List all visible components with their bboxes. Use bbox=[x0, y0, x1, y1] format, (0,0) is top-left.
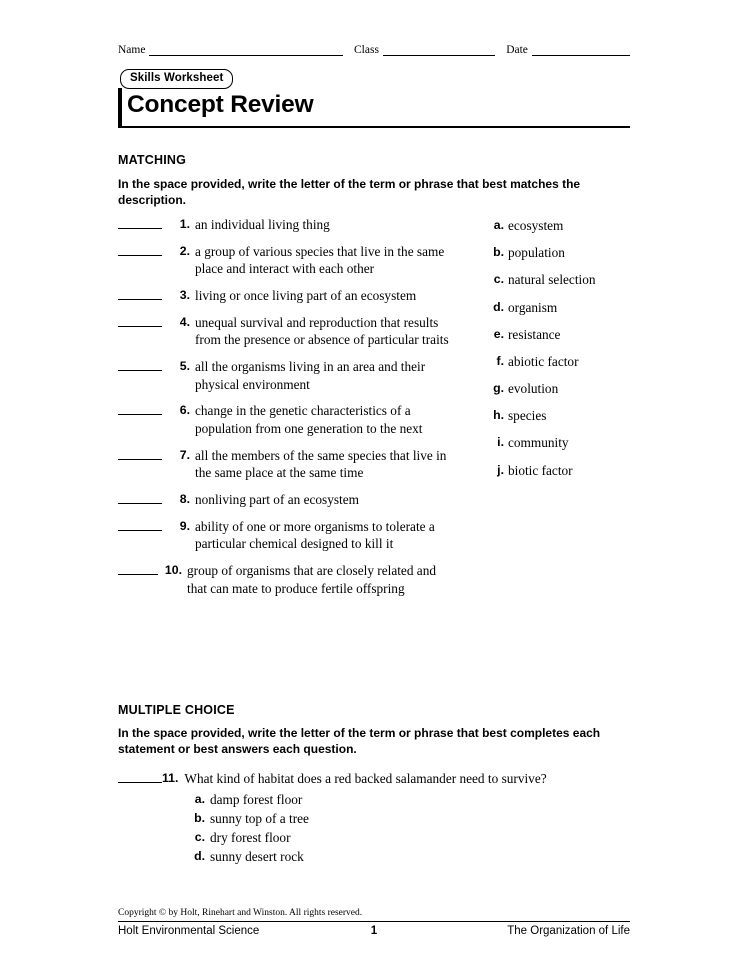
question-text: group of organisms that are closely related and that can mate to produce fertile offspring bbox=[187, 563, 436, 596]
question-number: 3. bbox=[179, 288, 190, 303]
footer-book-title: Holt Environmental Science bbox=[118, 925, 260, 937]
answer-blank[interactable] bbox=[118, 518, 162, 531]
question-text: living or once living part of an ecosystem bbox=[195, 288, 417, 304]
answer-text: abiotic factor bbox=[508, 353, 579, 369]
choice-item[interactable] bbox=[190, 791, 638, 809]
choice-letter: d. bbox=[194, 848, 205, 863]
answer-blank[interactable] bbox=[118, 770, 162, 783]
answer-text: organism bbox=[508, 299, 558, 315]
choice-text: sunny desert rock bbox=[210, 848, 304, 864]
question-number: 7. bbox=[179, 447, 190, 462]
answer-text: resistance bbox=[508, 326, 561, 342]
question-number: 11. bbox=[162, 771, 179, 785]
question-text: change in the genetic characteristics of a population from one generation to the next bbox=[195, 403, 423, 437]
answer-bank-item bbox=[487, 244, 667, 262]
question-text: a group of various species that live in the same place and interact with each other bbox=[195, 243, 445, 277]
matching-item bbox=[118, 447, 458, 482]
answer-bank-item bbox=[487, 434, 667, 452]
matching-item bbox=[118, 358, 458, 393]
question-number: 8. bbox=[179, 492, 190, 507]
choice-item[interactable] bbox=[190, 848, 638, 866]
answer-blank[interactable] bbox=[118, 287, 162, 300]
question-number: 1. bbox=[179, 217, 190, 231]
matching-item bbox=[118, 402, 458, 437]
answer-text: population bbox=[508, 245, 565, 261]
answer-blank[interactable] bbox=[118, 491, 162, 504]
choice-letter: c. bbox=[194, 829, 205, 844]
skills-worksheet-badge: Skills Worksheet bbox=[120, 69, 233, 89]
question-text: nonliving part of an ecosystem bbox=[195, 492, 359, 508]
date-field[interactable] bbox=[532, 44, 630, 56]
matching-item bbox=[118, 562, 458, 597]
choice-text: damp forest floor bbox=[210, 791, 303, 807]
answer-bank-item bbox=[487, 407, 667, 425]
answer-letter: i. bbox=[497, 435, 504, 450]
choice-text: sunny top of a tree bbox=[210, 810, 309, 826]
matching-item bbox=[118, 314, 458, 349]
answer-text: community bbox=[508, 435, 569, 451]
answer-bank-item bbox=[487, 217, 667, 235]
answer-text: species bbox=[508, 408, 547, 424]
answer-bank-item bbox=[487, 326, 667, 344]
answer-text: evolution bbox=[508, 381, 559, 397]
answer-letter: b. bbox=[493, 245, 504, 260]
question-number: 9. bbox=[179, 518, 190, 533]
name-label: Name bbox=[118, 44, 146, 56]
question-number: 10. bbox=[164, 563, 182, 578]
multiple-choice-instructions: In the space provided, write the letter of the term or phrase that best completes each statement or best answers each question. bbox=[118, 726, 601, 756]
matching-item bbox=[118, 216, 458, 234]
answer-blank[interactable] bbox=[118, 314, 162, 327]
answer-letter: d. bbox=[493, 299, 504, 314]
question-number: 4. bbox=[179, 314, 190, 329]
question-text: unequal survival and reproduction that results from the presence or absence of particular traits bbox=[195, 314, 449, 348]
answer-blank[interactable] bbox=[118, 562, 158, 575]
question-text: all the members of the same species that live in the same place at the same time bbox=[195, 447, 447, 481]
matching-item bbox=[118, 287, 458, 305]
choice-item[interactable] bbox=[190, 829, 638, 847]
answer-letter: h. bbox=[493, 408, 504, 423]
answer-text: biotic factor bbox=[508, 462, 573, 478]
question-text: all the organisms living in an area and their physical environment bbox=[195, 359, 426, 392]
answer-letter: e. bbox=[493, 326, 504, 341]
question-number: 2. bbox=[179, 243, 190, 258]
page-number: 1 bbox=[370, 925, 378, 937]
name-field[interactable] bbox=[149, 44, 342, 56]
answer-letter: a. bbox=[493, 218, 504, 232]
answer-text: natural selection bbox=[508, 272, 596, 288]
answer-bank-item bbox=[487, 462, 667, 480]
footer-divider bbox=[118, 921, 630, 922]
copyright-notice: Copyright © by Holt, Rinehart and Winston. All rights reserved. bbox=[118, 908, 363, 918]
question-text: What kind of habitat does a red backed salamander need to survive? bbox=[184, 771, 547, 786]
choice-list bbox=[190, 791, 638, 866]
answer-letter: c. bbox=[493, 272, 504, 287]
date-label: Date bbox=[506, 44, 528, 56]
choice-text: dry forest floor bbox=[210, 829, 291, 845]
matching-item bbox=[118, 491, 458, 509]
answer-bank bbox=[487, 217, 667, 489]
class-field[interactable] bbox=[383, 44, 495, 56]
footer-chapter-title: The Organization of Life bbox=[507, 925, 630, 937]
answer-letter: g. bbox=[493, 381, 504, 396]
question-number: 5. bbox=[179, 359, 190, 374]
question-text: an individual living thing bbox=[195, 217, 330, 232]
matching-question-list bbox=[118, 216, 458, 606]
choice-item[interactable] bbox=[190, 810, 638, 828]
matching-instructions: In the space provided, write the letter of the term or phrase that best matches the description. bbox=[118, 177, 581, 207]
matching-item bbox=[118, 243, 458, 278]
answer-bank-item bbox=[487, 353, 667, 371]
answer-bank-item bbox=[487, 380, 667, 398]
multiple-choice-heading: MULTIPLE CHOICE bbox=[118, 703, 235, 717]
page-title: Concept Review bbox=[127, 91, 314, 118]
multiple-choice-question-block bbox=[118, 770, 638, 867]
answer-blank[interactable] bbox=[118, 243, 162, 256]
matching-heading: MATCHING bbox=[118, 153, 187, 167]
answer-blank[interactable] bbox=[118, 358, 162, 371]
multiple-choice-question bbox=[118, 770, 638, 788]
question-number: 6. bbox=[179, 403, 190, 418]
answer-bank-item bbox=[487, 271, 667, 289]
answer-blank[interactable] bbox=[118, 447, 162, 460]
student-info-line bbox=[118, 44, 630, 56]
title-divider bbox=[118, 126, 630, 128]
question-text: ability of one or more organisms to tolerate a particular chemical designed to kill it bbox=[195, 518, 435, 552]
answer-letter: j. bbox=[497, 462, 504, 477]
answer-blank[interactable] bbox=[118, 402, 162, 415]
choice-letter: a. bbox=[194, 791, 205, 806]
choice-letter: b. bbox=[194, 810, 205, 825]
answer-text: ecosystem bbox=[508, 218, 564, 233]
answer-letter: f. bbox=[496, 353, 504, 368]
answer-bank-item bbox=[487, 299, 667, 317]
answer-blank[interactable] bbox=[118, 216, 162, 229]
class-label: Class bbox=[354, 44, 379, 56]
matching-item bbox=[118, 518, 458, 553]
